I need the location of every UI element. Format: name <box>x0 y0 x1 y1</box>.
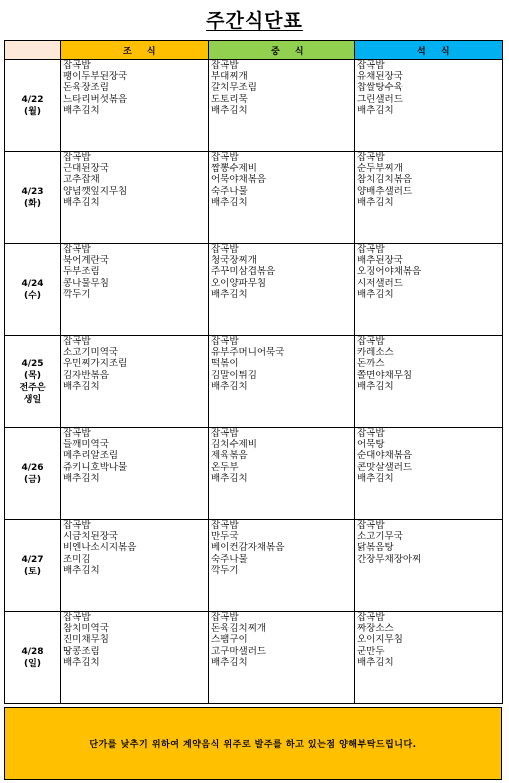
menu-item: 돈육김치찌개 <box>211 623 267 635</box>
menu-item: 순대야채볶음 <box>357 450 413 462</box>
menu-cell-lunch <box>209 152 355 244</box>
header-dinner: 석 식 <box>355 41 503 60</box>
menu-item: 근대된장국 <box>63 163 109 175</box>
menu-cell-breakfast <box>61 612 209 704</box>
menu-item: 배추김치 <box>357 380 394 392</box>
date-label: 4/22 <box>21 94 44 105</box>
menu-item: 짜장소스 <box>357 623 394 635</box>
date-label: 4/24 <box>21 278 44 289</box>
date-cell <box>5 612 61 704</box>
menu-item: 잡곡밥 <box>357 152 385 163</box>
menu-cell-dinner <box>355 612 503 704</box>
weekday-label: (금) <box>24 474 41 485</box>
menu-item: 잡곡밥 <box>63 60 91 71</box>
menu-item: 배추김치 <box>357 472 394 484</box>
menu-item: 잡곡밥 <box>211 520 239 531</box>
menu-item: 배추김치 <box>63 104 100 116</box>
menu-item: 잡곡밥 <box>211 428 239 439</box>
menu-item: 주꾸미삼겹볶음 <box>211 266 276 278</box>
menu-item: 오이지무침 <box>357 634 403 646</box>
menu-cell-breakfast <box>61 336 209 428</box>
menu-item: 배추된장국 <box>357 255 403 267</box>
menu-cell-breakfast <box>61 152 209 244</box>
menu-item: 김말이튀김 <box>211 369 257 381</box>
weekday-label: (화) <box>24 198 41 209</box>
menu-item: 잡곡밥 <box>357 60 385 71</box>
menu-item: 잡곡밥 <box>63 520 91 531</box>
menu-item: 배추김치 <box>63 380 100 392</box>
date-label: 4/23 <box>21 186 44 197</box>
menu-item: 오이양파무침 <box>211 277 267 289</box>
menu-item: 우민찌가지조림 <box>63 358 128 370</box>
menu-item: 찹쌀탕수육 <box>357 82 403 94</box>
menu-item: 스팸구이 <box>211 634 248 646</box>
menu-item: 잡곡밥 <box>211 152 239 163</box>
table-row <box>5 428 503 520</box>
menu-item: 유채된장국 <box>357 71 403 83</box>
menu-item: 숙주나물 <box>211 553 248 565</box>
date-cell <box>5 152 61 244</box>
menu-item: 배추김치 <box>211 656 248 668</box>
menu-item: 배추김치 <box>357 656 394 668</box>
menu-item: 땅콩조림 <box>63 645 100 657</box>
menu-item: 배추김치 <box>63 656 100 668</box>
date-label: 4/27 <box>21 554 44 565</box>
menu-item: 배추김치 <box>211 196 248 208</box>
table-row <box>5 520 503 612</box>
menu-cell-lunch <box>209 428 355 520</box>
menu-cell-breakfast <box>61 520 209 612</box>
menu-item: 고구마샐러드 <box>211 645 267 657</box>
menu-cell-lunch <box>209 244 355 336</box>
menu-item: 배추김치 <box>63 564 100 576</box>
menu-item: 배추김치 <box>211 288 248 300</box>
menu-item: 돈육장조림 <box>63 82 109 94</box>
menu-item: 도토리묵 <box>211 93 248 105</box>
menu-item: 카레소스 <box>357 347 394 359</box>
menu-item: 제육볶음 <box>211 450 248 462</box>
page-title: 주간식단표 <box>206 10 303 32</box>
menu-item: 배추김치 <box>357 196 394 208</box>
table-row <box>5 336 503 428</box>
menu-item: 군만두 <box>357 645 385 657</box>
menu-item: 잡곡밥 <box>63 152 91 163</box>
menu-cell-dinner <box>355 60 503 152</box>
menu-item: 잡곡밥 <box>211 244 239 255</box>
menu-item: 콩나물무침 <box>63 277 109 289</box>
menu-item: 잡곡밥 <box>357 336 385 347</box>
menu-cell-lunch <box>209 612 355 704</box>
menu-item: 참치미역국 <box>63 623 109 635</box>
menu-item: 갈치무조림 <box>211 82 257 94</box>
menu-item: 쥬키니호박나물 <box>63 461 128 473</box>
menu-item: 시저샐러드 <box>357 277 403 289</box>
menu-item: 청국장찌개 <box>211 255 257 267</box>
menu-item: 잡곡밥 <box>63 428 91 439</box>
menu-item: 배추김치 <box>63 472 100 484</box>
date-label: 4/25 <box>21 358 44 369</box>
date-label: 4/26 <box>21 462 44 473</box>
menu-item: 잡곡밥 <box>63 244 91 255</box>
menu-item: 쫄면야채무침 <box>357 369 413 381</box>
menu-item: 잡곡밥 <box>357 244 385 255</box>
date-note: 전주은 생일 <box>19 382 46 405</box>
weekday-label: (일) <box>24 658 41 669</box>
menu-item: 유부주머니어묵국 <box>211 347 285 359</box>
menu-item: 배추김치 <box>357 104 394 116</box>
menu-item: 콘맛살샐러드 <box>357 461 413 473</box>
menu-item: 잡곡밥 <box>211 612 239 623</box>
menu-item: 양배추샐러드 <box>357 185 413 197</box>
header-breakfast: 조 식 <box>61 41 209 60</box>
menu-item: 진미채무침 <box>63 634 109 646</box>
menu-item: 잡곡밥 <box>211 60 239 71</box>
menu-item: 잡곡밥 <box>63 612 91 623</box>
menu-cell-breakfast <box>61 428 209 520</box>
menu-cell-dinner <box>355 428 503 520</box>
menu-item: 짬뽕수제비 <box>211 163 257 175</box>
menu-item: 잡곡밥 <box>357 428 385 439</box>
date-label: 4/28 <box>21 646 44 657</box>
menu-item: 양념깻잎지무침 <box>63 185 128 197</box>
menu-item: 잡곡밥 <box>63 336 91 347</box>
menu-cell-lunch <box>209 520 355 612</box>
menu-item: 간장무채장아찌 <box>357 553 422 565</box>
menu-item: 배추김치 <box>211 380 248 392</box>
menu-cell-lunch <box>209 336 355 428</box>
menu-item: 들깨미역국 <box>63 439 109 451</box>
menu-item: 돈까스 <box>357 358 385 370</box>
menu-item: 조미김 <box>63 553 91 565</box>
weekday-label: (목) <box>24 370 41 381</box>
menu-item: 어묵탕 <box>357 439 385 451</box>
table-row <box>5 612 503 704</box>
menu-item: 고추잡채 <box>63 174 100 186</box>
menu-item: 닭볶음탕 <box>357 542 394 554</box>
menu-item: 그린샐러드 <box>357 93 403 105</box>
header-lunch: 중 식 <box>209 41 355 60</box>
menu-item: 베이컨감자채볶음 <box>211 542 285 554</box>
menu-item: 김자반볶음 <box>63 369 109 381</box>
menu-item: 깍두기 <box>211 564 239 576</box>
menu-item: 깍두기 <box>63 288 91 300</box>
menu-item: 김치수제비 <box>211 439 257 451</box>
menu-item: 오징어야채볶음 <box>357 266 422 278</box>
menu-item: 비엔나소시지볶음 <box>63 542 137 554</box>
table-row <box>5 244 503 336</box>
menu-item: 두부조림 <box>63 266 100 278</box>
table-row <box>5 152 503 244</box>
menu-item: 메추리알조림 <box>63 450 119 462</box>
menu-item: 배추김치 <box>63 196 100 208</box>
menu-item: 참치김치볶음 <box>357 174 413 186</box>
menu-item: 만두국 <box>211 531 239 543</box>
menu-item: 북어계란국 <box>63 255 109 267</box>
date-cell <box>5 244 61 336</box>
menu-cell-dinner <box>355 244 503 336</box>
weekday-label: (토) <box>24 566 41 577</box>
notice-banner <box>4 707 502 780</box>
header-row <box>5 41 503 60</box>
table-row <box>5 60 503 152</box>
header-corner-cell <box>5 41 61 60</box>
date-cell <box>5 428 61 520</box>
menu-item: 느타리버섯볶음 <box>63 93 128 105</box>
menu-item: 배추김치 <box>211 104 248 116</box>
menu-item: 어묵야채볶음 <box>211 174 267 186</box>
menu-cell-breakfast <box>61 60 209 152</box>
weekday-label: (수) <box>24 290 41 301</box>
menu-item: 온두부 <box>211 461 239 473</box>
menu-item: 잡곡밥 <box>357 520 385 531</box>
menu-cell-dinner <box>355 336 503 428</box>
date-cell <box>5 336 61 428</box>
menu-item: 잡곡밥 <box>357 612 385 623</box>
menu-item: 소고기미역국 <box>63 347 119 359</box>
menu-item: 순두부찌개 <box>357 163 403 175</box>
menu-item: 숙주나물 <box>211 185 248 197</box>
menu-item: 부대찌개 <box>211 71 248 83</box>
notice-text: 단가를 낮추기 위하여 계약음식 위주로 발주를 하고 있는점 양해부탁드립니다. <box>89 740 417 750</box>
menu-cell-lunch <box>209 60 355 152</box>
date-cell <box>5 520 61 612</box>
menu-cell-breakfast <box>61 244 209 336</box>
menu-cell-dinner <box>355 520 503 612</box>
menu-item: 배추김치 <box>357 288 394 300</box>
menu-item: 떡볶이 <box>211 358 239 370</box>
menu-item: 팽이두부된장국 <box>63 71 128 83</box>
menu-item: 배추김치 <box>211 472 248 484</box>
weekday-label: (월) <box>24 106 41 117</box>
date-cell <box>5 60 61 152</box>
menu-item: 잡곡밥 <box>211 336 239 347</box>
menu-item: 시금치된장국 <box>63 531 119 543</box>
weekly-menu-table <box>4 40 503 704</box>
menu-cell-dinner <box>355 152 503 244</box>
menu-item: 소고기무국 <box>357 531 403 543</box>
menu-body <box>5 60 503 704</box>
